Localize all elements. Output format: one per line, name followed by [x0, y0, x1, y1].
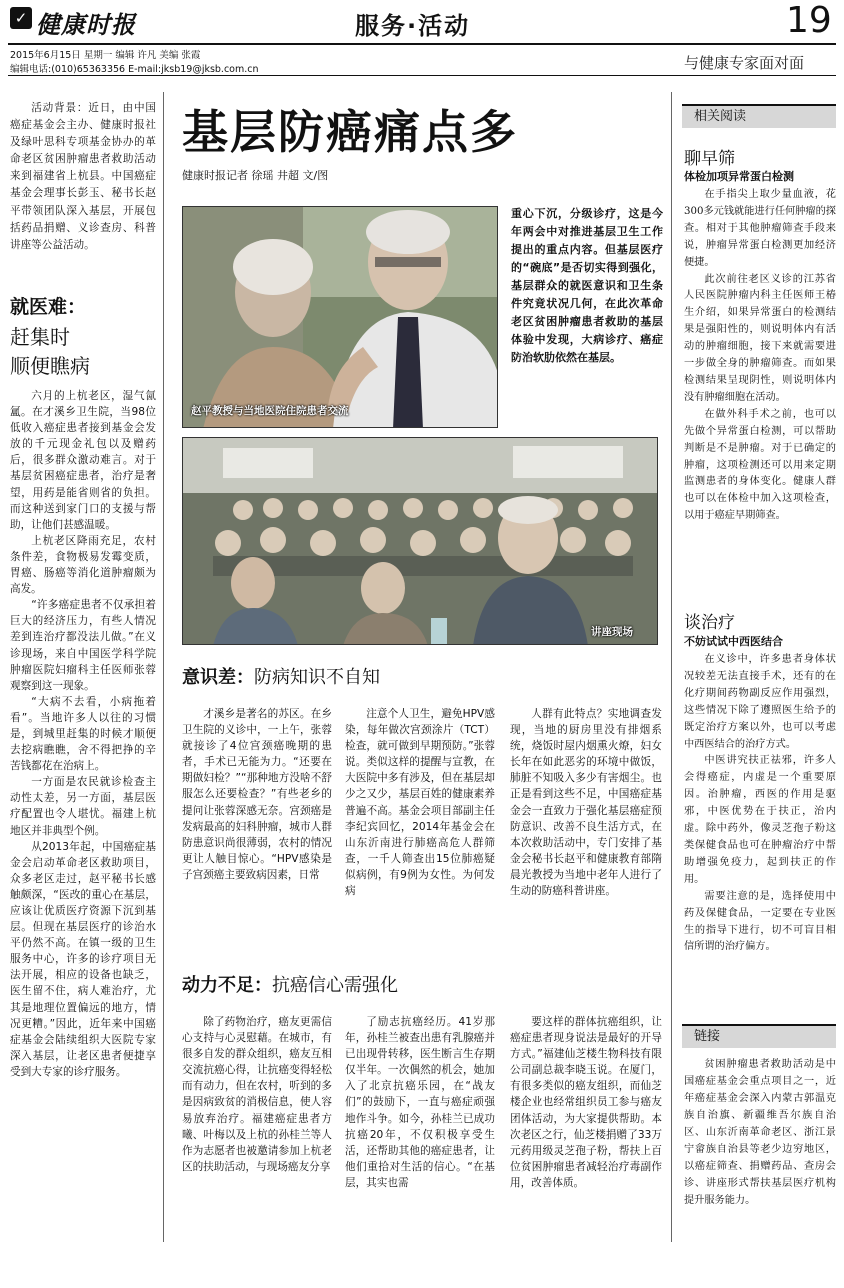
sidebar-item2-body: 在义诊中，许多患者身体状况较差无法直接手术，还有的在化疗期间药物副反应作用强烈，这些情况下除了遵照医生给予的既定治疗方案以外，也可以考虑中西医结合的治疗方式。 中医讲究扶正祛邪，许多人会得癌症，内虚是一个重要原因。治肿瘤，西医的作用是驱邪，中医优势在于扶正，治内虚。除中药外，像灵芝孢子粉这类保健食品也可在肿瘤治疗中帮助增强免疫力，起到扶正的作用。 需要注意的是，选择使用中药及保健食品，一定要在专业医生的指导下进行，切不可盲目相信所谓的治疗偏方。 — [684, 654, 836, 953]
sidebar-link-header — [682, 1024, 836, 1048]
section2-subtitle: 防病知识不自知 — [254, 667, 380, 688]
section1-subtitle-line1: 赶集时 — [10, 325, 70, 349]
masthead-logo: 健康时报 — [36, 10, 136, 39]
section-title: 服务·活动 — [355, 12, 471, 40]
headline: 基层防癌痛点多 — [182, 105, 518, 159]
photo1-caption: 赵平教授与当地医院住院患者交流 — [191, 405, 349, 417]
section2-title: 意识差： — [182, 667, 254, 688]
section1-heading — [10, 292, 160, 379]
sidebar-item1-body: 在手指尖上取少量血液，花300多元钱就能进行任何肿瘤的探查。相对于其他肿瘤筛查手段来说，肿瘤异常蛋白检测更加经济便捷。 此次前往老区义诊的江苏省人民医院肿瘤内科主任医师王椿生介绍，如果异常蛋白的检测结果是强阳性的，则说明体内有活动的肿瘤细胞，接下来就需要进一步做全身的肿瘤筛查。而如果检测结果呈现阴性，则说明体内没有肿瘤细胞在活动。 在做外科手术之前，也可以先做个异常蛋白检测，可以帮助判断是不是肿瘤。对于已确定的肿瘤，这项检测还可以用来定期监测患者的身体变化。健康人群也可以在体检中加入这项检查，以用于癌症早期筛查。 — [684, 189, 836, 522]
sidebar-item2-title: 谈治疗 — [684, 613, 735, 633]
masthead-bottom-rule — [8, 75, 836, 76]
sidebar-header — [682, 104, 836, 128]
photo-lecture-audience — [182, 437, 658, 645]
photo-lecture-audience-image — [183, 438, 658, 645]
section3-subtitle: 抗癌信心需强化 — [272, 975, 398, 996]
section1-body: 六月的上杭老区，湿气氤氲。在才溪乡卫生院，当98位低收入癌症患者接到基金会发放的千元现金礼包以及赠药后，很多群众激动难言。对于基层贫困癌症患者，治疗是奢望，用药是能省则省的负担。而这种送到家门口的支援与帮助，让他们甚感温暖。 上杭老区降雨充足，农村条件差，食物极易发霉变质，胃癌、肠癌等消化道肿瘤颇为高发。 “许多癌症患者不仅承担着巨大的经济压力，有些人情况差到连治疗都没法儿做。”在义诊现场，来自中国医学科学院肿瘤医院妇瘤科主任医师张蓉观察到这一现象。 “大病不去看，小病拖着看”。当地许多人以往的习惯是，到城里赶集的时候才顺便去挖病瞧瞧，舍不得把挣的辛苦钱都花在治病上。 一方面是农民就诊检查主动性太差，另一方面，基层医疗配置也令人堪忧。福建上杭地区并非典型个例。 从2013年起，中国癌症基金会启动革命老区救助项目，众多老区走过，赵平秘书长感触颇深，“医改的重心在基层，应该让优质医疗资源下沉到基层。但现在基层医疗的诊治水平仍然不高。在镇一级的卫生服务中心，许多的诊疗项目无法开展，相应的设备也缺乏，医生留不住，病人难治疗，尤其是地理位置偏远的地方，情况更糟。”因此，近年来中国癌症基金会陆续组织大医院专家深入基层，让老区患者便捷享受到大专家的诊疗服务。 — [10, 390, 156, 1078]
contact-line: 编辑电话:(010)65363356 E-mail:jksb19@jksb.com.cn — [10, 64, 259, 75]
column-divider — [163, 92, 164, 1242]
photo2-caption: 讲座现场 — [591, 626, 633, 638]
photo-doctor-patient — [182, 206, 498, 428]
page-number: 19 — [786, 0, 832, 41]
intro-text: 活动背景：近日，由中国癌症基金会主办、健康时报社及绿叶思科专项基金协办的革命老区贫困肿瘤患者救助活动来到福建省上杭县。中国癌症基金会理事长彭玉、秘书长赵平带领团队深入基层，开展包括药品捐赠、义诊查房、科普讲座等公益活动。 — [10, 102, 156, 251]
section3-heading — [182, 971, 398, 997]
sidebar-item1-subtitle: 体检加项异常蛋白检测 — [684, 170, 794, 183]
section3-col3: 要这样的群体抗癌组织，让癌症患者现身说法是最好的开导方式。”福建仙芝楼生物科技有限公司副总裁李晓玉说。在厦门，有很多类似的癌友组织，而仙芝楼企业也经常组织员工参与癌友团体活动，为大家提供帮助。本次老区之行，仙芝楼捐赠了33万元药用级灵芝孢子粉，帮扶上百位贫困肿瘤患者减轻治疗毒副作用，改善体质。 — [510, 1016, 662, 1189]
logo-icon: ✓ — [10, 7, 32, 29]
section2-col1: 才溪乡是著名的苏区。在乡卫生院的义诊中，一上午，张蓉就接诊了4位宫颈癌晚期的患者，手术已无能为力。“还要在期做妇检？”“那种地方没啥不舒服怎么还要检查？”有些老乡的提问让张蓉深感无奈。宫颈癌是发病最高的妇科肿瘤，城市人群防患意识尚很薄弱，农村的情况更让人触目惊心。“HPV感染是子宫颈癌主要致病因素，日常 — [182, 708, 332, 881]
masthead-rule — [8, 43, 836, 45]
photo-doctor-patient-image — [183, 207, 498, 428]
section3-col2: 了励志抗癌经历。41岁那年，孙桂兰被查出患有乳腺癌并已出现骨转移，医生断言生存期仅半年。一次偶然的机会，她加入了北京抗癌乐园，在“战友们”的鼓励下，一直与癌症顽强地作斗争。如今，孙桂兰已成功抗癌20年，不仅积极享受生活，还帮助其他的癌症患者，让他们重拾对生活的信心。“在基层，其实也需 — [345, 1016, 495, 1189]
tagline: 与健康专家面对面 — [684, 54, 805, 72]
section1-subtitle-line2: 顺便瞧病 — [10, 354, 90, 378]
section2-col2: 注意个人卫生，避免HPV感染，每年做次宫颈涂片（TCT）检查，就可做到早期预防。”张蓉说。类似这样的提醒与宣教，在大医院中多有涉及，但在基层却少之又少，基层百姓的健康素养普遍不高。基金会项目部副主任李纪宾回忆，2014年基金会在山东沂南进行肺癌高危人群筛查，一千人筛查出15位肺癌疑似病例，有9例为女性。为何发病 — [345, 708, 495, 898]
section3-title: 动力不足： — [182, 975, 272, 996]
sidebar-item1-title: 聊早筛 — [684, 149, 735, 169]
section2-col3: 人群有此特点？实地调查发现，当地的厨房里没有排烟系统，烧饭时屋内烟熏火燎，妇女长年在如此恶劣的环境中做饭，肺脏不知吸入多少有害烟尘。也正是看到这些不足，中国癌症基金会一直致力于强化基层癌症预防意识、改善不良生活方式，在本次救助活动中，专门安排了基金会秘书长赵平和健康教育部隋晨光教授为当地中老年人进行了生动的防癌科普讲座。 — [510, 708, 662, 898]
sidebar-item2-subtitle: 不妨试试中西医结合 — [684, 635, 783, 648]
sidebar-link-header-label: 链接 — [694, 1029, 721, 1044]
sidebar-link-body: 贫困肿瘤患者救助活动是中国癌症基金会重点项目之一，近年癌症基金会深入内蒙古郭温克族自治旗、新疆维吾尔族自治区、山东沂南革命老区、浙江景宁畲族自治县等老少边穷地区，以癌症筛查、捐赠药品、查房会诊、讲座形式帮扶基层医疗机构提升服务能力。 — [684, 1059, 836, 1206]
section2-heading — [182, 663, 380, 689]
pullquote: 重心下沉，分级诊疗，这是今年两会中对推进基层卫生工作提出的重点内容。但基层医疗的“碗底”是否切实得到强化，基层群众的就医意识和卫生条件究竟状况几何，在此次革命老区贫困肿瘤患者救助的基层体验中发现，大病诊疗、癌症防治软肋依然在基层。 — [511, 207, 663, 364]
section3-col1: 除了药物治疗，癌友更需信心支持与心灵慰藉。在城市，有很多自发的群众组织，癌友互相交流抗癌心得，让抗癌变得轻松而有动力，但在农村，听到的多是因病致贫的消极信息，使人容易放弃治疗。福建癌症患者方曦、叶梅以及上杭的孙桂兰等人作为志愿者也被邀请参加上杭老区的扶助活动，与现场癌友分享 — [182, 1016, 332, 1173]
sidebar-header-label: 相关阅读 — [694, 109, 747, 124]
date-line: 2015年6月15日 星期一 编辑 许凡 美编 张霞 — [10, 50, 201, 61]
section1-title: 就医难： — [10, 296, 87, 318]
masthead — [0, 0, 844, 78]
column-divider — [671, 92, 672, 1242]
byline: 健康时报记者 徐瑶 井超 文/图 — [182, 169, 329, 182]
